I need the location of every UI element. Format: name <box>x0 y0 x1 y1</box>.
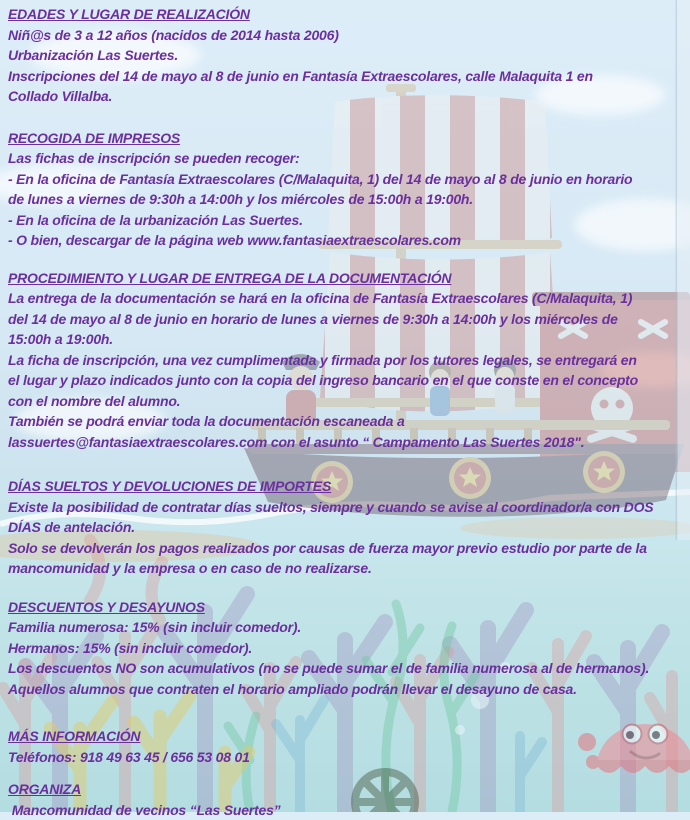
text-line: La ficha de inscripción, una vez cumplimentada y firmada por los tutores legales, se entregará en <box>8 350 676 371</box>
text-line: Teléfonos: 918 49 63 45 / 656 53 08 01 <box>8 747 676 768</box>
text-line: Los descuentos NO son acumulativos (no se puede sumar el de familia numerosa al de hermanos). <box>8 658 676 679</box>
text-line: el lugar y plazo indicados junto con la copia del ingreso bancario en el que conste en el concepto <box>8 370 676 391</box>
section-heading: DESCUENTOS Y DESAYUNOS <box>8 597 676 618</box>
text-line: Urbanización Las Suertes. <box>8 45 676 66</box>
flyer-section <box>8 128 676 251</box>
text-line: de lunes a viernes de 9:30h a 14:00h y los miércoles de 15:00h a 19:00h. <box>8 189 676 210</box>
flyer-section <box>8 597 676 700</box>
text-line: La entrega de la documentación se hará en la oficina de Fantasía Extraescolares (C/Malaquita, 1) <box>8 288 676 309</box>
text-line: Mancomunidad de vecinos “Las Suertes” <box>8 800 676 820</box>
flyer-section <box>8 726 676 767</box>
text-line: También se podrá enviar toda la documentación escaneada a <box>8 411 676 432</box>
section-heading: DÍAS SUELTOS Y DEVOLUCIONES DE IMPORTES <box>8 476 676 497</box>
section-body <box>8 497 676 579</box>
section-body <box>8 288 676 452</box>
section-body <box>8 800 676 820</box>
text-line: - O bien, descargar de la página web www.fantasiaextraescolares.com <box>8 230 676 251</box>
flyer-section <box>8 4 676 107</box>
text-line: lassuertes@fantasiaextraescolares.com con el asunto “ Campamento Las Suertes 2018". <box>8 432 676 453</box>
text-line: Las fichas de inscripción se pueden recoger: <box>8 148 676 169</box>
flyer-section <box>8 779 676 820</box>
text-line: 15:00h a 19:00h. <box>8 329 676 350</box>
text-line: Solo se devolverán los pagos realizados por causas de fuerza mayor previo estudio por parte de la <box>8 538 676 559</box>
text-line: DÍAS de antelación. <box>8 517 676 538</box>
section-body <box>8 25 676 107</box>
text-line: Existe la posibilidad de contratar días sueltos, siempre y cuando se avise al coordinador/a con DOS <box>8 497 676 518</box>
text-line: Collado Villalba. <box>8 86 676 107</box>
section-body <box>8 617 676 699</box>
section-heading: PROCEDIMIENTO Y LUGAR DE ENTREGA DE LA DOCUMENTACIÓN <box>8 268 676 289</box>
text-line: - En la oficina de Fantasía Extraescolares (C/Malaquita, 1) del 14 de mayo al 8 de junio en horario <box>8 169 676 190</box>
section-heading: EDADES Y LUGAR DE REALIZACIÓN <box>8 4 676 25</box>
text-line: Familia numerosa: 15% (sin incluir comedor). <box>8 617 676 638</box>
text-line: - En la oficina de la urbanización Las Suertes. <box>8 210 676 231</box>
section-body <box>8 747 676 768</box>
text-line: Inscripciones del 14 de mayo al 8 de junio en Fantasía Extraescolares, calle Malaquita 1 en <box>8 66 676 87</box>
text-line: con el nombre del alumno. <box>8 391 676 412</box>
text-line: Niñ@s de 3 a 12 años (nacidos de 2014 hasta 2006) <box>8 25 676 46</box>
text-line: mancomunidad y la empresa o en caso de no realizarse. <box>8 558 676 579</box>
text-line: Hermanos: 15% (sin incluir comedor). <box>8 638 676 659</box>
section-body <box>8 148 676 251</box>
text-line: Aquellos alumnos que contraten el horario ampliado podrán llevar el desayuno de casa. <box>8 679 676 700</box>
text-line: del 14 de mayo al 8 de junio en horario de lunes a viernes de 9:30h a 14:00h y los miércoles de <box>8 309 676 330</box>
flyer-section <box>8 268 676 453</box>
section-heading: ORGANIZA <box>8 779 676 800</box>
section-heading: MÁS INFORMACIÓN <box>8 726 676 747</box>
section-heading: RECOGIDA DE IMPRESOS <box>8 128 676 149</box>
flyer-section <box>8 476 676 579</box>
